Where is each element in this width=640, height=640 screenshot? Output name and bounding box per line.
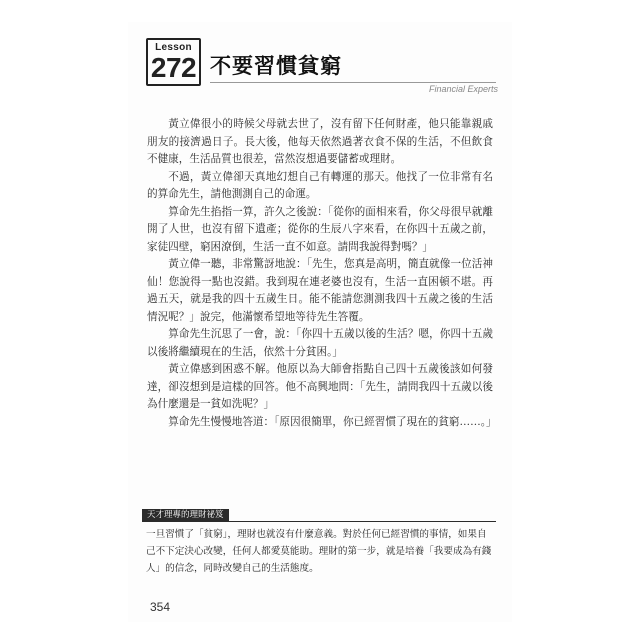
tip-divider — [142, 521, 496, 522]
tip-text: 一旦習慣了「貧窮」，理財也就沒有什麼意義。對於任何已經習慣的事情，如果自己不下定決心改變，任何人都愛莫能助。理財的第一步，就是培養「我要成為有錢人」的信念，同時改變自己的生活態度。 — [146, 529, 492, 574]
tip-body — [146, 527, 492, 577]
lesson-number: 272 — [150, 52, 197, 83]
paragraph: 算命先生慢慢地答道：「原因很簡單，你已經習慣了現在的貧窮……。」 — [168, 415, 497, 428]
paragraph: 黃立偉很小的時候父母就去世了，沒有留下任何財產，他只能靠親戚朋友的接濟過日子。長大後，他每天依然過著衣食不保的生活，不但飲食不健康，生活品質也很差，當然沒想過要儲蓄或理財。 — [147, 118, 493, 165]
book-page — [128, 22, 512, 622]
paragraph: 黃立偉一聽，非常驚訝地說：「先生，您真是高明，簡直就像一位活神仙！您說得一點也沒錯。我到現在連老婆也沒有，生活一直困頓不堪。再過五天，就是我的四十五歲生日。能不能請您測測我四十五歲之後的生活情況呢？」說完，他滿懷希望地等待先生答覆。 — [147, 258, 493, 323]
lesson-badge — [146, 38, 201, 86]
tip-header — [142, 509, 496, 522]
page-number: 354 — [150, 600, 171, 614]
paragraph: 算命先生掐指一算，許久之後說：「從你的面相來看，你父母很早就離開了人世，也沒有留下遺產；從你的生辰八字來看，在你四十五歲之前，家徒四壁，窮困潦倒，生活一直不如意。請問我說得對嗎？」 — [147, 205, 493, 253]
lesson-label: Lesson — [155, 42, 192, 53]
section-subtitle: Financial Experts — [428, 84, 498, 94]
paragraph: 算命先生沉思了一會，說：「你四十五歲以後的生活？嗯，你四十五歲以後將繼續現在的生活，依然十分貧困。」 — [147, 328, 493, 358]
tip-label: 天才理專的理財祕笈 — [142, 509, 229, 522]
paragraph: 不過，黃立偉卻天真地幻想自己有轉運的那天。他找了一位非常有名的算命先生，請他測測自己的命運。 — [147, 170, 493, 200]
story-body — [147, 116, 497, 431]
paragraph: 黃立偉感到困惑不解。他原以為大師會指點自己四十五歲後該如何發達，卻沒想到是這樣的回答。他不高興地問：「先生，請問我四十五歲以後為什麼還是一貧如洗呢？」 — [147, 363, 493, 410]
page-title: 不要習慣貧窮 — [210, 54, 342, 78]
title-divider — [210, 82, 496, 83]
